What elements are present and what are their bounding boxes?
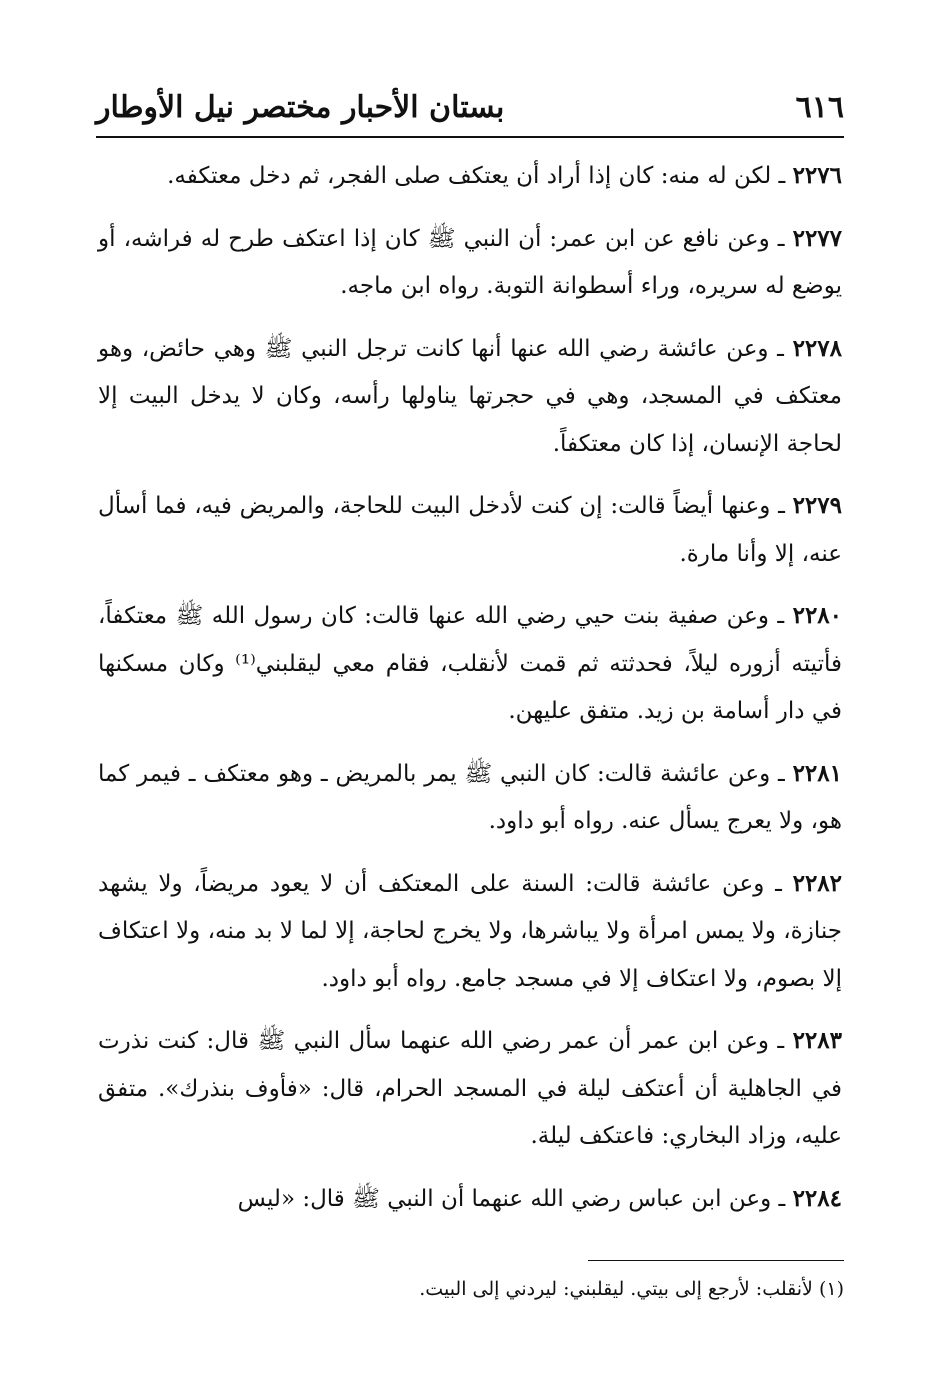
hadith-paragraph	[98, 325, 842, 469]
hadith-text: ـ وعن عائشة رضي الله عنها أنها كانت ترجل النبي ﷺ وهي حائض، وهو معتكف في المسجد، وهي في حجرتها يناولها رأسه، وكان لا يدخل البيت إلا لحاجة الإنسان، إذا كان معتكفاً.	[98, 335, 842, 457]
hadith-number: ٢٢٨١	[792, 759, 842, 787]
hadith-paragraph	[98, 1175, 842, 1224]
hadith-number: ٢٢٧٧	[792, 224, 843, 252]
header-rule	[96, 136, 844, 138]
hadith-text: ـ لكن له منه: كان إذا أراد أن يعتكف صلى الفجر، ثم دخل معتكفه.	[167, 163, 786, 189]
hadith-paragraph	[98, 482, 842, 578]
hadith-text: ـ وعن نافع عن ابن عمر: أن النبي ﷺ كان إذا اعتكف طرح له فراشه، أو يوضع له سريره، وراء أسطوانة التوبة. رواه ابن ماجه.	[98, 225, 842, 299]
hadith-text: ـ وعن ابن عباس رضي الله عنهما أن النبي ﷺ قال: «ليس	[237, 1185, 786, 1212]
footnote-rule	[588, 1260, 844, 1261]
hadith-paragraph	[98, 1017, 842, 1161]
hadith-text: ـ وعن صفية بنت حيي رضي الله عنها قالت: كان رسول الله ﷺ معتكفاً، فأتيته أزوره ليلاً، فحدثته ثم قمت لأنقلب، فقام معي ليقلبني⁽¹⁾ وكان مسكنها في دار أسامة بن زيد. متفق عليهن.	[98, 603, 842, 724]
hadith-paragraph	[98, 592, 842, 736]
running-title: بستان الأحبار مختصر نيل الأوطار	[96, 90, 505, 125]
hadith-paragraph	[98, 152, 842, 201]
hadith-text: ـ وعن ابن عمر أن عمر رضي الله عنهما سأل النبي ﷺ قال: كنت نذرت في الجاهلية أن أعتكف ليلة في المسجد الحرام، قال: «فأوف بنذرك». متفق عليه، وزاد البخاري: فاعتكف ليلة.	[98, 1028, 842, 1149]
page-number: ٦١٦	[795, 90, 844, 125]
hadith-number: ٢٢٧٦	[792, 162, 842, 189]
hadith-number: ٢٢٨٢	[792, 869, 843, 897]
hadith-text: ـ وعن عائشة قالت: السنة على المعتكف أن لا يعود مريضاً، ولا يشهد جنازة، ولا يمس امرأة ولا يباشرها، ولا يخرج لحاجة، إلا لما لا بد منه، ولا اعتكاف إلا بصوم، ولا اعتكاف إلا في مسجد جامع. رواه أبو داود.	[98, 870, 842, 992]
footnote-marker: (١)	[818, 1278, 844, 1300]
hadith-paragraph	[98, 750, 842, 846]
page-header	[96, 70, 844, 130]
hadith-number: ٢٢٧٩	[792, 492, 842, 519]
hadith-number: ٢٢٧٨	[792, 334, 842, 362]
hadith-text: ـ وعن عائشة قالت: كان النبي ﷺ يمر بالمريض ـ وهو معتكف ـ فيمر كما هو، ولا يعرج يسأل عنه. رواه أبو داود.	[98, 760, 842, 834]
hadith-number: ٢٢٨٠	[792, 602, 843, 629]
hadith-paragraph	[98, 215, 842, 311]
hadith-text: ـ وعنها أيضاً قالت: إن كنت لأدخل البيت للحاجة، والمريض فيه، فما أسأل عنه، إلا وأنا مارة.	[98, 493, 842, 567]
hadith-number: ٢٢٨٣	[792, 1027, 842, 1054]
hadith-number: ٢٢٨٤	[792, 1184, 842, 1212]
footnote	[96, 1274, 844, 1304]
hadith-paragraph	[98, 860, 842, 1004]
footnote-text: لأنقلب: لأرجع إلى بيتي. ليقلبني: ليردني إلى البيت.	[419, 1278, 813, 1300]
main-text	[98, 152, 842, 1237]
